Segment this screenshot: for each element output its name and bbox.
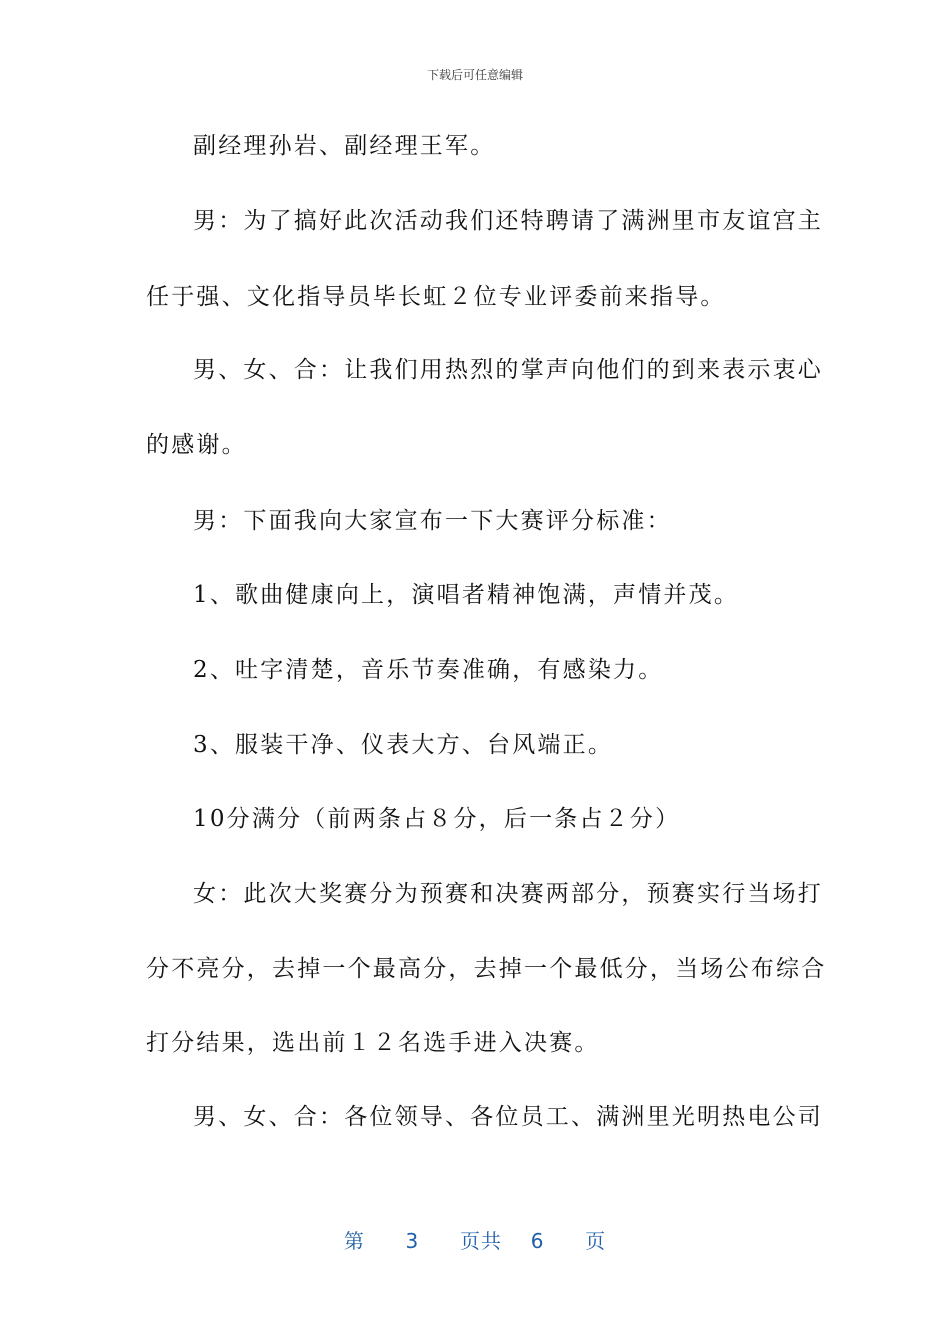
paragraph-line: 3、服装干净、仪表大方、台风端正。 — [193, 732, 614, 758]
paragraph-line: 10分满分（前两条占８分，后一条占２分） — [193, 806, 681, 832]
page-mid: 页共 — [460, 1229, 502, 1253]
paragraph-line: 女：此次大奖赛分为预赛和决赛两部分，预赛实行当场打 — [193, 881, 823, 907]
paragraph-line: 副经理孙岩、副经理王军。 — [193, 133, 496, 159]
header-note: 下载后可任意编辑 — [426, 68, 523, 82]
page-prefix: 第 — [343, 1229, 365, 1253]
total-pages-number: 6 — [530, 1229, 545, 1253]
paragraph-line: 男、女、合：让我们用热烈的掌声向他们的到来表示衷心 — [193, 357, 823, 383]
paragraph-line: 男：为了搞好此次活动我们还特聘请了满洲里市友谊宫主 — [193, 208, 823, 234]
paragraph-line: 打分结果，选出前１２名选手进入决赛。 — [146, 1030, 600, 1056]
current-page-number: 3 — [405, 1229, 420, 1253]
page-suffix: 页 — [585, 1229, 607, 1253]
paragraph-line: 2、吐字清楚，音乐节奏准确，有感染力。 — [193, 657, 664, 683]
paragraph-line: 男：下面我向大家宣布一下大赛评分标准： — [193, 508, 672, 534]
paragraph-line: 任于强、文化指导员毕长虹２位专业评委前来指导。 — [146, 284, 726, 310]
page-indicator — [0, 1225, 950, 1254]
paragraph-line: 男、女、合：各位领导、各位员工、满洲里光明热电公司 — [193, 1104, 823, 1130]
paragraph-line: 1、歌曲健康向上，演唱者精神饱满，声情并茂。 — [193, 582, 740, 608]
paragraph-line: 的感谢。 — [146, 432, 247, 458]
paragraph-line: 分不亮分，去掉一个最高分，去掉一个最低分，当场公布综合 — [146, 956, 827, 982]
